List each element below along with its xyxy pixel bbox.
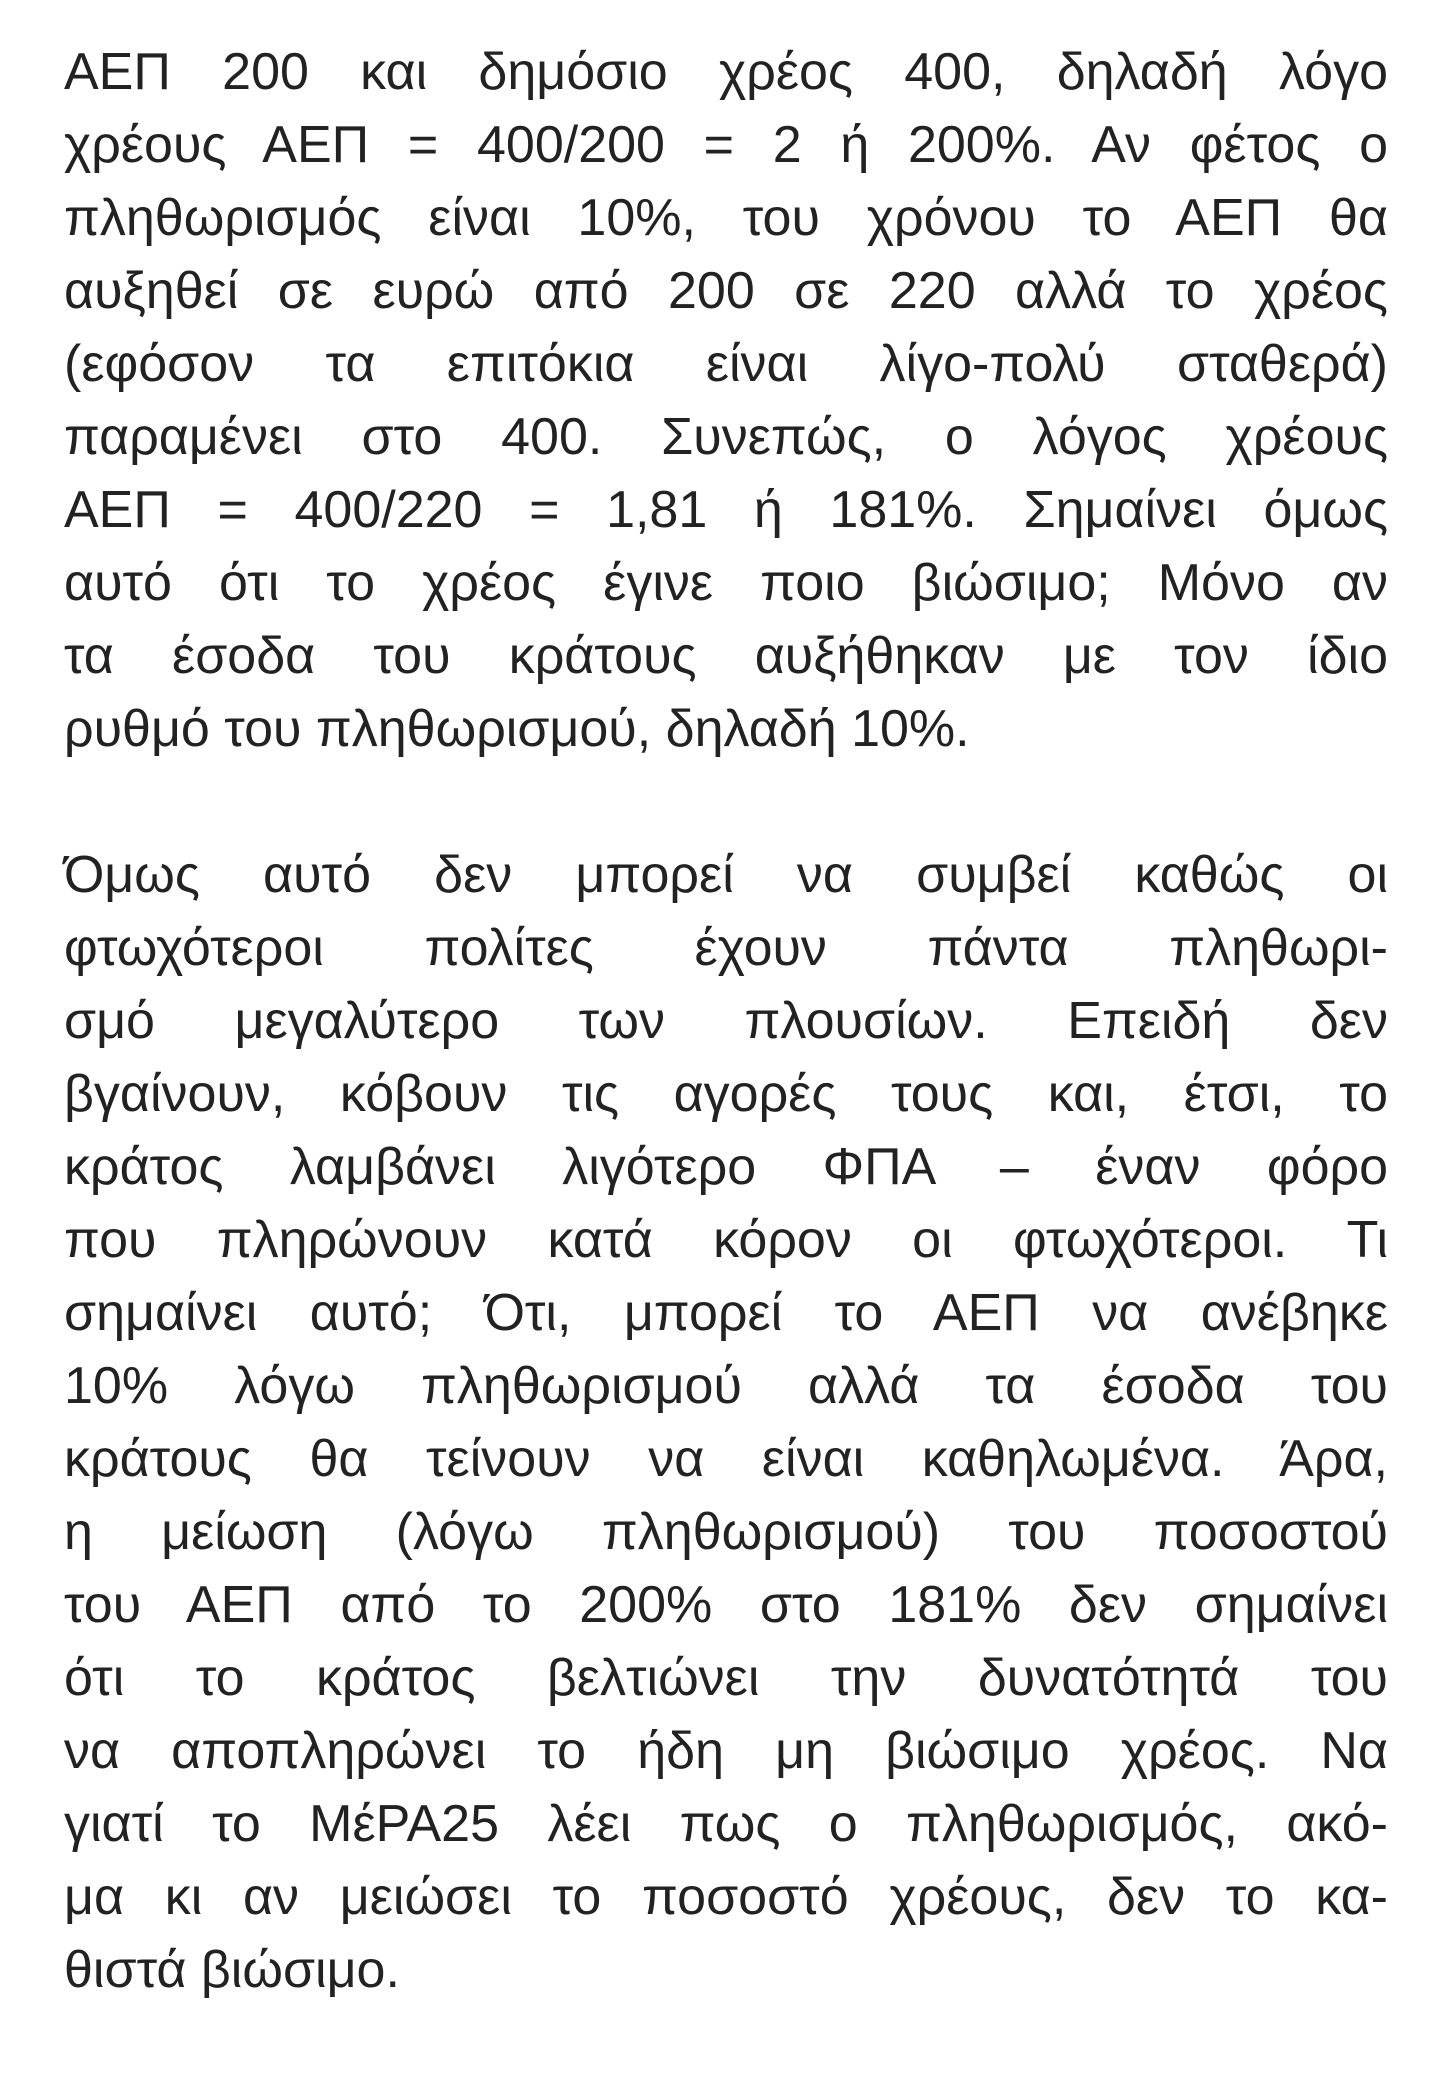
article-text <box>64 36 1388 2007</box>
text-line: να αποπληρώνει το ήδη μη βιώσιμο χρέος. Να <box>64 1722 1388 1780</box>
text-line: πληθωρισμός είναι 10%, του χρόνου το ΑΕΠ θα <box>64 189 1388 247</box>
text-line: που πληρώνουν κατά κόρον οι φτωχότεροι. Τι <box>64 1211 1388 1269</box>
text-line: αυτό ότι το χρέος έγινε ποιο βιώσιμο; Μόνο αν <box>64 554 1388 612</box>
paragraph-1 <box>64 36 1388 766</box>
text-line: χρέους ΑΕΠ = 400/200 = 2 ή 200%. Αν φέτος ο <box>64 116 1388 174</box>
text-line: κράτος λαμβάνει λιγότερο ΦΠΑ – έναν φόρο <box>64 1138 1388 1196</box>
text-line: ΑΕΠ = 400/220 = 1,81 ή 181%. Σημαίνει όμως <box>64 481 1388 539</box>
text-line: σμό μεγαλύτερο των πλουσίων. Επειδή δεν <box>64 992 1388 1050</box>
text-line: Όμως αυτό δεν μπορεί να συμβεί καθώς οι <box>64 846 1388 904</box>
text-line: ΑΕΠ 200 και δημόσιο χρέος 400, δηλαδή λόγο <box>64 43 1388 101</box>
text-line: τα έσοδα του κράτους αυξήθηκαν με τον ίδιο <box>64 627 1388 685</box>
text-line: γιατί το ΜέΡΑ25 λέει πως ο πληθωρισμός, ακό- <box>64 1795 1388 1853</box>
text-line: βγαίνουν, κόβουν τις αγορές τους και, έτσι, το <box>64 1065 1388 1123</box>
text-line: σημαίνει αυτό; Ότι, μπορεί το ΑΕΠ να ανέβηκε <box>64 1284 1388 1342</box>
text-line: (εφόσον τα επιτόκια είναι λίγο-πολύ σταθερά) <box>64 335 1388 393</box>
text-line: θιστά βιώσιμο. <box>64 1941 400 1999</box>
text-line: ότι το κράτος βελτιώνει την δυνατότητά του <box>64 1649 1388 1707</box>
text-line: η μείωση (λόγω πληθωρισμού) του ποσοστού <box>64 1503 1388 1561</box>
text-line: μα κι αν μειώσει το ποσοστό χρέους, δεν το κα- <box>64 1868 1388 1926</box>
text-line: 10% λόγω πληθωρισμού αλλά τα έσοδα του <box>64 1357 1388 1415</box>
text-line: του ΑΕΠ από το 200% στο 181% δεν σημαίνει <box>64 1576 1388 1634</box>
text-line: κράτους θα τείνουν να είναι καθηλωμένα. Άρα, <box>64 1430 1388 1488</box>
text-line: φτωχότεροι πολίτες έχουν πάντα πληθωρι- <box>64 919 1388 977</box>
text-line: παραμένει στο 400. Συνεπώς, ο λόγος χρέους <box>64 408 1388 466</box>
text-line: ρυθμό του πληθωρισμού, δηλαδή 10%. <box>64 700 970 758</box>
text-line: αυξηθεί σε ευρώ από 200 σε 220 αλλά το χρέος <box>64 262 1388 320</box>
paragraph-2 <box>64 839 1388 2007</box>
